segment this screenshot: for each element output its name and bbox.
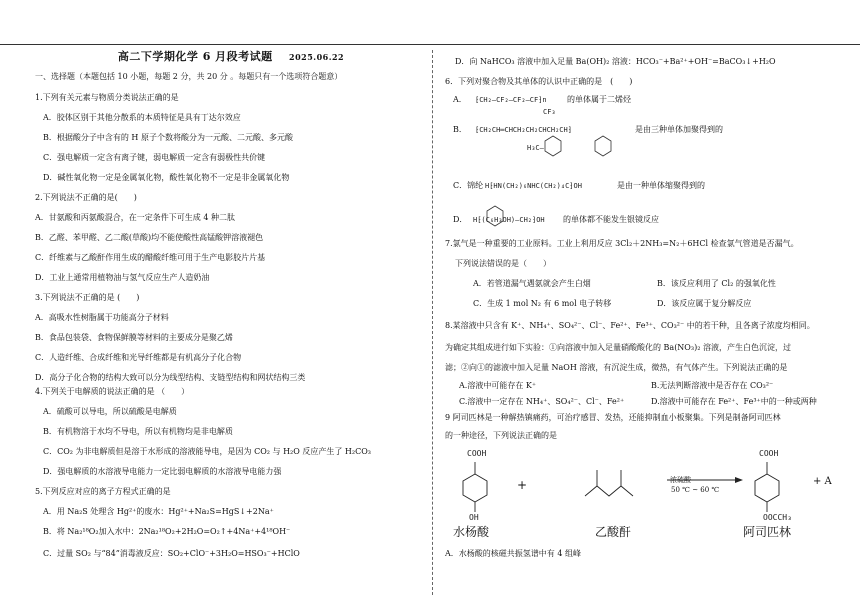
q6-option-c-label: C．锦纶 bbox=[453, 181, 484, 190]
q3-option-b: B．食品包装袋、食物保鲜膜等材料的主要成分是聚乙烯 bbox=[35, 333, 233, 342]
q6-option-b-text: 是由三种单体加聚得到的 bbox=[635, 125, 723, 134]
q6-option-d-text: 的单体都不能发生银镜反应 bbox=[563, 215, 659, 224]
q6-option-c-text: 是由一种单体缩聚得到的 bbox=[617, 181, 705, 190]
q3-option-c: C．人造纤维、合成纤维和光导纤维都是有机高分子化合物 bbox=[35, 353, 242, 362]
q5-option-b: B．将 Na₂¹⁸O₂加入水中：2Na₂¹⁸O₂+2H₂O=O₂↑+4Na⁺+4¹⁸OH⁻ bbox=[43, 527, 291, 536]
q3-option-d: D．高分子化合物的结构大致可以分为线型结构、支链型结构和网状结构三类 bbox=[35, 373, 306, 382]
q8-line-3: 滤；②向①的滤液中加入足量 NaOH 溶液，有沉淀生成，微热，有气体产生。下列说法正确的是 bbox=[445, 363, 788, 372]
anhydride-skeleton bbox=[585, 486, 633, 496]
q4-option-c: C．CO₂ 为非电解质但是溶于水形成的溶液能导电，是因为 CO₂ 与 H₂O 反应产生了 H₂CO₃ bbox=[43, 447, 371, 456]
column-divider bbox=[432, 50, 433, 595]
q4-option-b: B．有机物溶于水均不导电，所以有机物均是非电解质 bbox=[43, 427, 233, 436]
q1-option-b: B．根据酸分子中含有的 H 原子个数将酸分为一元酸、二元酸、多元酸 bbox=[43, 133, 293, 142]
q4-stem: 4.下列关于电解质的说法正确的是 （ ） bbox=[35, 387, 190, 396]
q6-option-a-structure: ⁅CH₂—CF₂—CF₂—CF⁆n bbox=[475, 96, 547, 104]
q6-option-d-label: D． bbox=[453, 215, 468, 224]
aspirin-ring bbox=[755, 474, 779, 502]
aspirin-oocch3: OOCCH₃ bbox=[763, 513, 792, 522]
aspirin-cooh: COOH bbox=[759, 449, 779, 458]
q6-option-b-structure: ⁅CH₂CH═CHCH₂CH₂CHCH₂CH⁆ bbox=[475, 126, 572, 134]
salicylic-ring bbox=[463, 474, 487, 502]
header-rule bbox=[0, 44, 860, 45]
q1-option-c: C．强电解质一定含有离子键，弱电解质一定含有弱极性共价键 bbox=[43, 153, 266, 162]
benzene-ring-right bbox=[595, 136, 611, 156]
q5-option-d: D．向 NaHCO₃ 溶液中加入足量 Ba(OH)₂ 溶液：HCO₃⁻+Ba²⁺+OH⁻=BaCO₃↓+H₂O bbox=[455, 57, 776, 66]
q6-option-a-text: 的单体属于二烯烃 bbox=[567, 95, 631, 104]
q4-option-d: D．强电解质的水溶液导电能力一定比弱电解质的水溶液导电能力强 bbox=[43, 467, 282, 476]
benzene-ring-left bbox=[545, 136, 561, 156]
q5-stem: 5.下列反应对应的离子方程式正确的是 bbox=[35, 487, 171, 496]
q2-option-a: A．甘氨酸和丙氨酸混合，在一定条件下可生成 4 种二肽 bbox=[35, 213, 235, 222]
q5-option-a: A．用 Na₂S 处理含 Hg²⁺的废水：Hg²⁺+Na₂S=HgS↓+2Na⁺ bbox=[43, 507, 274, 516]
q7-option-b: B．该反应利用了 Cl₂ 的强氧化性 bbox=[657, 279, 776, 288]
plus-sign-1: + bbox=[517, 478, 528, 492]
q3-option-a: A．高吸水性树脂属于功能高分子材料 bbox=[35, 313, 169, 322]
q6-option-c-structure: H⁅HN(CH₂)₆NHC(CH₂)₄C⁆OH bbox=[485, 182, 582, 190]
q2-stem: 2.下列说法不正确的是( ) bbox=[35, 193, 137, 202]
q6-option-d-structure: H⁅(C₆H₃OH)—CH₂⁆OH bbox=[473, 216, 545, 224]
q1-stem: 1.下列有关元素与物质分类说法正确的是 bbox=[35, 93, 179, 102]
section-heading: 一、选择题（本题包括 10 小题，每题 2 分，共 20 分 。每题只有一个选项符合题意） bbox=[35, 72, 343, 81]
q5-option-c: C．过量 SO₂ 与“84”消毒液反应：SO₂+ClO⁻+3H₂O=HSO₃⁻+HClO bbox=[43, 549, 300, 558]
aspirin-label: 阿司匹林 bbox=[743, 525, 792, 539]
q8-stem: 8.某溶液中只含有 K⁺、NH₄⁺、SO₄²⁻、Cl⁻、Fe²⁺、Fe³⁺、CO₃²⁻ 中的若干种，且各离子浓度均相同。 bbox=[445, 321, 815, 330]
salicylic-oh: OH bbox=[469, 513, 479, 522]
left-column bbox=[35, 50, 427, 558]
q7-option-a: A．若管道漏气遇氨就会产生白烟 bbox=[473, 279, 591, 288]
q3-stem: 3.下列说法不正确的是 ( ) bbox=[35, 293, 140, 302]
byproduct-a: + A bbox=[813, 476, 832, 487]
exam-date: 2025.06.22 bbox=[289, 52, 345, 62]
q6-option-a-label: A． bbox=[453, 95, 467, 104]
q8-option-a: A.溶液中可能存在 K⁺ bbox=[459, 381, 537, 390]
q7-option-d: D．该反应属于复分解反应 bbox=[657, 299, 752, 308]
q2-option-b: B．乙醛、苯甲醛、乙二酸(草酸)均不能使酸性高锰酸钾溶液褪色 bbox=[35, 233, 264, 242]
reaction-catalyst: 浓硫酸 bbox=[670, 476, 691, 484]
q6-stem: 6．下列对聚合物及其单体的认识中正确的是 ( ) bbox=[445, 77, 633, 86]
q8-option-c: C.溶液中一定存在 NH₄⁺、SO₄²⁻、Cl⁻、Fe²⁺ bbox=[459, 397, 625, 406]
q1-option-a: A．胶体区别于其他分散系的本质特征是具有丁达尔效应 bbox=[43, 113, 241, 122]
q8-option-d: D.溶液中可能存在 Fe²⁺、Fe³⁺中的一种或两种 bbox=[651, 397, 817, 406]
q2-option-c: C．纤维素与乙酸酐作用生成的醋酸纤维可用于生产电影胶片片基 bbox=[35, 253, 266, 262]
q9-stem-line-1: 9 阿司匹林是一种解热镇痛药，可治疗感冒、发热，还能抑制血小板聚集。下列是制备阿司匹林 bbox=[445, 413, 781, 422]
q2-option-d: D．工业上通常用植物油与氢气反应生产人造奶油 bbox=[35, 273, 210, 282]
q1-option-d: D．碱性氧化物一定是金属氧化物，酸性氧化物不一定是非金属氧化物 bbox=[43, 173, 290, 182]
exam-title bbox=[35, 51, 427, 63]
q8-option-b: B.无法判断溶液中是否存在 CO₃²⁻ bbox=[651, 381, 774, 390]
q9-option-a: A．水杨酸的核磁共振氢谱中有 4 组峰 bbox=[445, 549, 581, 558]
q9-stem-line-2: 的一种途径，下列说法正确的是 bbox=[445, 431, 557, 440]
q6-option-a-substituent: CF₃ bbox=[543, 108, 556, 116]
q7-subprompt: 下列说法错误的是（ ） bbox=[455, 259, 551, 268]
q6-option-b-rings bbox=[533, 132, 623, 162]
salicylic-cooh: COOH bbox=[467, 449, 487, 458]
acetic-anhydride-label: 乙酸酐 bbox=[595, 525, 632, 539]
exam-title-text: 高二下学期化学 6 月段考试题 bbox=[117, 50, 273, 63]
q7-option-c: C．生成 1 mol N₂ 有 6 mol 电子转移 bbox=[473, 299, 612, 308]
reaction-temperature: 50 ℃ ~ 60 ℃ bbox=[671, 486, 720, 494]
q6-option-b-label: B． bbox=[453, 125, 467, 134]
q6-option-b-methyl: H₃C— bbox=[527, 144, 544, 152]
q7-stem: 7.氯气是一种重要的工业原料。工业上利用反应 3Cl₂＋2NH₃=N₂＋6HCl 检查氯气管道是否漏气。 bbox=[445, 239, 799, 248]
q8-line-2: 为确定其组成进行如下实验：①向溶液中加入足量硝酸酸化的 Ba(NO₃)₂ 溶液，产生白色沉淀，过 bbox=[445, 343, 791, 352]
q4-option-a: A．硫酸可以导电，所以硫酸是电解质 bbox=[43, 407, 177, 416]
salicylic-acid-label: 水杨酸 bbox=[453, 525, 490, 539]
